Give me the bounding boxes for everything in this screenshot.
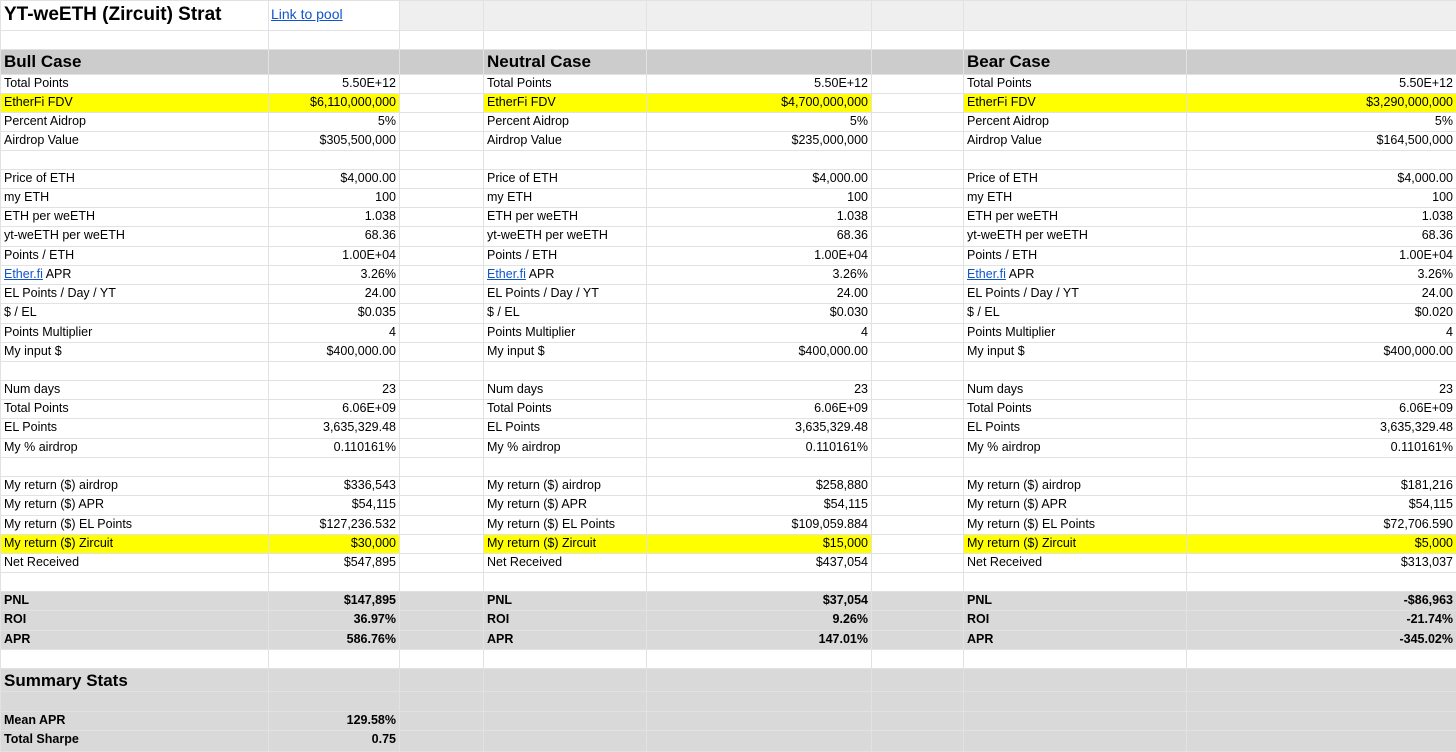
apr-label-suffix: APR (1005, 267, 1035, 281)
row-label-etherfi-apr (483, 265, 646, 284)
value-total-points[interactable]: 5.50E+12 (1399, 76, 1453, 90)
case-header: Bull Case (4, 52, 82, 71)
row-label-input: My input $ (967, 344, 1025, 358)
page-title: YT-weETH (Zircuit) Strat (4, 4, 222, 25)
row-label-multiplier: Points Multiplier (967, 325, 1056, 339)
value-airdrop-value[interactable]: $235,000,000 (791, 133, 868, 147)
row-label-ret-apr: My return ($) APR (4, 497, 105, 511)
row-label-pct-airdrop2: My % airdrop (967, 440, 1041, 454)
row-label-total-points: Total Points (487, 76, 552, 90)
row-label-my-eth: my ETH (4, 190, 50, 204)
row-label-total-points: Total Points (4, 76, 69, 90)
row-label-points-eth: Points / ETH (4, 248, 75, 262)
row-label-yt-per-weeth: yt-weETH per weETH (487, 228, 608, 242)
value-my-eth[interactable]: 100 (375, 190, 396, 204)
row-label-usd-el: $ / EL (967, 305, 1000, 319)
value-usd-el[interactable]: $0.020 (1414, 305, 1453, 319)
value-price-eth[interactable]: $4,000.00 (340, 171, 396, 185)
row-label-ret-zircuit: My return ($) Zircuit (487, 536, 597, 550)
row-label-apr: APR (4, 632, 31, 646)
value-el-day[interactable]: 24.00 (1421, 286, 1453, 300)
row-label-num-days: Num days (487, 382, 544, 396)
row-label-el-day: EL Points / Day / YT (967, 286, 1079, 300)
value-net[interactable]: $313,037 (1400, 555, 1453, 569)
row-label-input: My input $ (487, 344, 545, 358)
value-ret-apr[interactable]: $54,115 (1408, 497, 1453, 511)
total-sharpe-value[interactable]: 0.75 (371, 732, 396, 746)
row-label-price-eth: Price of ETH (4, 171, 75, 185)
value-usd-el[interactable]: $0.035 (357, 305, 396, 319)
row-label-multiplier: Points Multiplier (487, 325, 576, 339)
row-label-multiplier: Points Multiplier (4, 325, 93, 339)
value-apr-rate[interactable]: 3.26% (1417, 267, 1453, 281)
value-pct-airdrop2[interactable]: 0.110161% (1390, 440, 1453, 454)
value-pnl[interactable]: $37,054 (822, 593, 868, 607)
row-label-ret-el: My return ($) EL Points (4, 517, 133, 531)
value-apr-rate[interactable]: 3.26% (360, 267, 396, 281)
value-points-eth[interactable]: 1.00E+04 (342, 248, 396, 262)
row-label-ret-airdrop: My return ($) airdrop (967, 478, 1081, 492)
row-label-etherfi-apr (0, 265, 268, 284)
value-roi[interactable]: -21.74% (1406, 612, 1453, 626)
value-el-day[interactable]: 24.00 (364, 286, 396, 300)
row-label-points-eth: Points / ETH (967, 248, 1038, 262)
value-pnl[interactable]: $147,895 (343, 593, 396, 607)
value-pct-airdrop[interactable]: 5% (849, 114, 868, 128)
row-label-total-points: Total Points (967, 76, 1032, 90)
value-total-points2[interactable]: 6.06E+09 (814, 401, 868, 415)
value-eth-per-weeth[interactable]: 1.038 (836, 209, 868, 223)
row-label-airdrop-value: Airdrop Value (4, 133, 79, 147)
row-label-num-days: Num days (4, 382, 61, 396)
row-label-fdv: EtherFi FDV (967, 95, 1036, 109)
row-gridline (0, 361, 1456, 362)
value-airdrop-value[interactable]: $305,500,000 (319, 133, 396, 147)
value-multiplier[interactable]: 4 (861, 325, 868, 339)
value-el-points[interactable]: 3,635,329.48 (795, 420, 868, 434)
apr-label-suffix: APR (525, 267, 555, 281)
value-ret-zircuit[interactable]: $15,000 (822, 536, 868, 550)
row-label-ret-apr: My return ($) APR (487, 497, 588, 511)
row-label-el-day: EL Points / Day / YT (4, 286, 116, 300)
row-label-etherfi-apr (963, 265, 1186, 284)
value-points-eth[interactable]: 1.00E+04 (1399, 248, 1453, 262)
value-input[interactable]: $400,000.00 (1383, 344, 1453, 358)
value-roi[interactable]: 9.26% (832, 612, 868, 626)
row-label-ret-el: My return ($) EL Points (967, 517, 1096, 531)
row-label-ret-apr: My return ($) APR (967, 497, 1068, 511)
row-label-airdrop-value: Airdrop Value (487, 133, 562, 147)
value-total-points2[interactable]: 6.06E+09 (342, 401, 396, 415)
value-price-eth[interactable]: $4,000.00 (812, 171, 868, 185)
value-fdv[interactable]: $6,110,000,000 (310, 95, 396, 109)
pool-link[interactable]: Link to pool (271, 6, 343, 22)
row-label-net: Net Received (487, 555, 563, 569)
row-label-pct-airdrop2: My % airdrop (4, 440, 78, 454)
row-label-el-points: EL Points (4, 420, 58, 434)
row-label-apr: APR (967, 632, 994, 646)
row-label-pct-airdrop: Percent Aidrop (4, 114, 86, 128)
value-num-days[interactable]: 23 (382, 382, 396, 396)
value-el-points[interactable]: 3,635,329.48 (323, 420, 396, 434)
value-ret-airdrop[interactable]: $258,880 (815, 478, 868, 492)
row-label-points-eth: Points / ETH (487, 248, 558, 262)
row-label-pnl: PNL (967, 593, 992, 607)
value-pct-airdrop[interactable]: 5% (377, 114, 396, 128)
value-points-eth[interactable]: 1.00E+04 (814, 248, 868, 262)
row-label-total-points2: Total Points (487, 401, 552, 415)
row-label-net: Net Received (4, 555, 80, 569)
value-apr-rate[interactable]: 3.26% (832, 267, 868, 281)
value-el-points[interactable]: 3,635,329.48 (1380, 420, 1453, 434)
value-pnl[interactable]: -$86,963 (1403, 593, 1453, 607)
value-total-points[interactable]: 5.50E+12 (814, 76, 868, 90)
value-apr[interactable]: -345.02% (1399, 632, 1453, 646)
row-label-el-day: EL Points / Day / YT (487, 286, 599, 300)
value-usd-el[interactable]: $0.030 (829, 305, 868, 319)
value-multiplier[interactable]: 4 (1446, 325, 1453, 339)
value-ret-airdrop[interactable]: $181,216 (1400, 478, 1453, 492)
row-label-ret-zircuit: My return ($) Zircuit (4, 536, 114, 550)
row-label-airdrop-value: Airdrop Value (967, 133, 1042, 147)
value-yt-per-weeth[interactable]: 68.36 (836, 228, 868, 242)
row-label-pnl: PNL (487, 593, 512, 607)
total-sharpe-label: Total Sharpe (4, 732, 79, 746)
case-header: Neutral Case (487, 52, 591, 71)
row-gridline (0, 572, 1456, 573)
row-label-price-eth: Price of ETH (487, 171, 558, 185)
value-fdv[interactable]: $3,290,000,000 (1366, 95, 1453, 109)
row-label-roi: ROI (4, 612, 27, 626)
value-ret-el[interactable]: $109,059.884 (791, 517, 868, 531)
value-fdv[interactable]: $4,700,000,000 (781, 95, 868, 109)
value-eth-per-weeth[interactable]: 1.038 (1421, 209, 1453, 223)
value-ret-el[interactable]: $72,706.590 (1383, 517, 1453, 531)
value-eth-per-weeth[interactable]: 1.038 (364, 209, 396, 223)
row-label-el-points: EL Points (487, 420, 541, 434)
row-label-pct-airdrop2: My % airdrop (487, 440, 561, 454)
row-label-el-points: EL Points (967, 420, 1021, 434)
value-price-eth[interactable]: $4,000.00 (1397, 171, 1453, 185)
row-label-total-points2: Total Points (967, 401, 1032, 415)
value-ret-zircuit[interactable]: $5,000 (1414, 536, 1453, 550)
row-label-fdv: EtherFi FDV (487, 95, 556, 109)
row-label-eth-per-weeth: ETH per weETH (487, 209, 578, 223)
value-pct-airdrop2[interactable]: 0.110161% (805, 440, 868, 454)
value-pct-airdrop[interactable]: 5% (1434, 114, 1453, 128)
value-total-points2[interactable]: 6.06E+09 (1399, 401, 1453, 415)
row-label-eth-per-weeth: ETH per weETH (4, 209, 95, 223)
value-ret-apr[interactable]: $54,115 (823, 497, 868, 511)
value-el-day[interactable]: 24.00 (836, 286, 868, 300)
row-label-ret-airdrop: My return ($) airdrop (487, 478, 601, 492)
apr-label-suffix: APR (42, 267, 72, 281)
value-pct-airdrop2[interactable]: 0.110161% (333, 440, 396, 454)
case-header: Bear Case (967, 52, 1051, 71)
value-ret-el[interactable]: $127,236.532 (319, 517, 396, 531)
row-label-usd-el: $ / EL (4, 305, 37, 319)
value-yt-per-weeth[interactable]: 68.36 (1421, 228, 1453, 242)
row-label-yt-per-weeth: yt-weETH per weETH (967, 228, 1088, 242)
value-ret-zircuit[interactable]: $30,000 (350, 536, 396, 550)
row-label-pnl: PNL (4, 593, 29, 607)
value-num-days[interactable]: 23 (1439, 382, 1453, 396)
etherfi-link[interactable]: Ether.fi (967, 267, 1006, 281)
value-airdrop-value[interactable]: $164,500,000 (1376, 133, 1453, 147)
row-label-input: My input $ (4, 344, 62, 358)
summary-title: Summary Stats (4, 671, 128, 690)
row-label-total-points2: Total Points (4, 401, 69, 415)
row-label-net: Net Received (967, 555, 1043, 569)
row-label-pct-airdrop: Percent Aidrop (967, 114, 1049, 128)
value-net[interactable]: $547,895 (343, 555, 396, 569)
value-roi[interactable]: 36.97% (353, 612, 396, 626)
row-label-price-eth: Price of ETH (967, 171, 1038, 185)
row-gridline (0, 457, 1456, 458)
mean-apr-label: Mean APR (4, 713, 66, 727)
value-my-eth[interactable]: 100 (1432, 190, 1453, 204)
row-label-pct-airdrop: Percent Aidrop (487, 114, 569, 128)
value-total-points[interactable]: 5.50E+12 (342, 76, 396, 90)
row-label-yt-per-weeth: yt-weETH per weETH (4, 228, 125, 242)
row-label-my-eth: my ETH (487, 190, 533, 204)
row-label-my-eth: my ETH (967, 190, 1013, 204)
row-label-fdv: EtherFi FDV (4, 95, 73, 109)
row-gridline (0, 150, 1456, 151)
mean-apr-value[interactable]: 129.58% (346, 713, 396, 727)
value-yt-per-weeth[interactable]: 68.36 (364, 228, 396, 242)
row-label-usd-el: $ / EL (487, 305, 520, 319)
row-gridline (0, 649, 1456, 650)
etherfi-link[interactable]: Ether.fi (487, 267, 526, 281)
value-num-days[interactable]: 23 (854, 382, 868, 396)
row-label-ret-airdrop: My return ($) airdrop (4, 478, 118, 492)
value-ret-apr[interactable]: $54,115 (351, 497, 396, 511)
value-input[interactable]: $400,000.00 (798, 344, 868, 358)
row-label-roi: ROI (967, 612, 990, 626)
value-apr[interactable]: 586.76% (346, 632, 396, 646)
value-multiplier[interactable]: 4 (389, 325, 396, 339)
row-label-apr: APR (487, 632, 514, 646)
row-label-num-days: Num days (967, 382, 1024, 396)
row-label-ret-el: My return ($) EL Points (487, 517, 616, 531)
row-label-eth-per-weeth: ETH per weETH (967, 209, 1058, 223)
value-ret-airdrop[interactable]: $336,543 (343, 478, 396, 492)
row-gridline (0, 30, 1456, 31)
etherfi-link[interactable]: Ether.fi (4, 267, 43, 281)
value-net[interactable]: $437,054 (815, 555, 868, 569)
value-input[interactable]: $400,000.00 (326, 344, 396, 358)
row-label-roi: ROI (487, 612, 510, 626)
value-my-eth[interactable]: 100 (847, 190, 868, 204)
row-label-ret-zircuit: My return ($) Zircuit (967, 536, 1077, 550)
value-apr[interactable]: 147.01% (818, 632, 868, 646)
